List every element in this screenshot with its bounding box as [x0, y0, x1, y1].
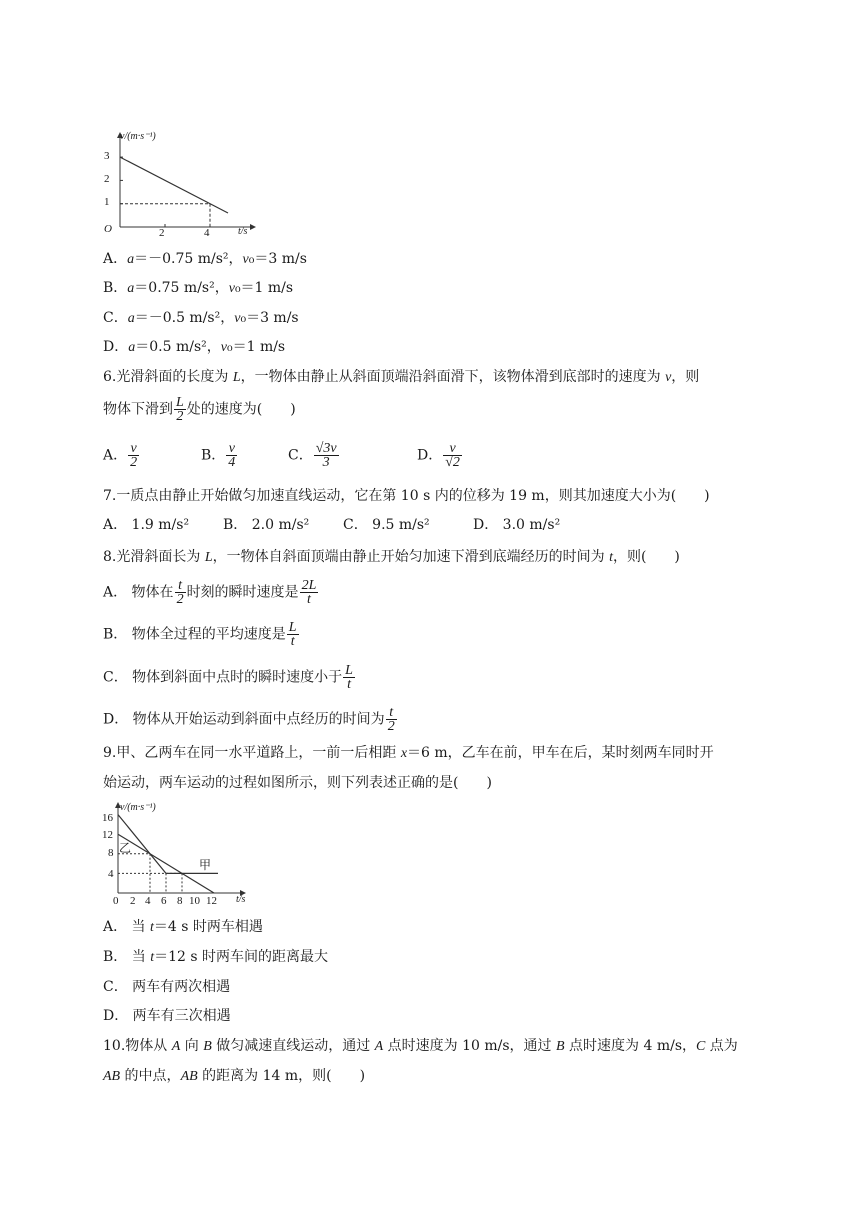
q6-option-d[interactable]: D． $\frac{v}{√2}$: [417, 441, 460, 470]
chart2-xtick-8: 8: [177, 895, 183, 907]
q6-stem-line1: 6.光滑斜面的长度为 L，一物体由静止从斜面顶端沿斜面滑下，该物体滑到底部时的速度为 v，则: [103, 369, 700, 385]
q8-option-c[interactable]: C． 物体到斜面中点时的瞬时速度小于 $\frac{L}{t}$: [103, 663, 353, 692]
fraction-l-over-2: $\frac{L}{2}$: [176, 395, 184, 424]
q5-option-b[interactable]: B．a＝0.75 m/s²，v₀＝1 m/s: [103, 280, 294, 296]
q10-stem-line2: AB 的中点，AB 的距离为 14 m，则( ): [103, 1068, 366, 1084]
q7-option-d[interactable]: D． 3.0 m/s²: [473, 517, 561, 533]
chart1-origin: O: [104, 223, 112, 235]
chart2-ylabel: v/(m·s⁻¹): [120, 802, 156, 813]
chart2-xtick-0: 0: [113, 895, 119, 907]
chart1-xlabel: t/s: [238, 226, 248, 237]
q8-option-b[interactable]: B． 物体全过程的平均速度是 $\frac{L}{t}$: [103, 620, 297, 649]
q6-option-b[interactable]: B． $\frac{v}{4}$: [201, 441, 236, 470]
chart2-xtick-12: 12: [206, 895, 217, 907]
q9-option-c[interactable]: C． 两车有两次相遇: [103, 979, 231, 995]
q6-option-a[interactable]: A． $\frac{v}{2}$: [103, 441, 138, 470]
chart2-xtick-2: 2: [130, 895, 136, 907]
q9-option-b[interactable]: B． 当 t＝12 s 时两车间的距离最大: [103, 949, 328, 965]
q9-option-a[interactable]: A． 当 t＝4 s 时两车相遇: [103, 919, 263, 935]
chart1-ylabel: v/(m·s⁻¹): [120, 131, 156, 142]
chart2-ytick-12: 12: [102, 829, 113, 841]
chart1-xtick-2: 2: [159, 227, 165, 238]
q7-option-a[interactable]: A． 1.9 m/s²: [103, 517, 190, 533]
chart1-series-line: [120, 157, 228, 213]
chart2-xtick-4: 4: [145, 895, 151, 907]
chart1-ytick-3: 3: [104, 150, 110, 162]
chart2-ytick-16: 16: [102, 812, 113, 824]
q7-option-b[interactable]: B． 2.0 m/s²: [223, 517, 310, 533]
q9-option-d[interactable]: D． 两车有三次相遇: [103, 1008, 231, 1024]
chart1-xtick-4: 4: [204, 227, 210, 238]
chart-1: [100, 128, 260, 238]
q6-stem-line2: 物体下滑到 $\frac{L}{2}$ 处的速度为( ): [103, 395, 296, 424]
chart2-xtick-6: 6: [161, 895, 167, 907]
q9-stem-line2: 始运动，两车运动的过程如图所示，则下列表述正确的是( ): [103, 775, 492, 791]
chart1-ytick-1: 1: [104, 196, 110, 208]
chart2-label-jia: 甲: [199, 858, 212, 872]
q5-option-d[interactable]: D．a＝0.5 m/s²，v₀＝1 m/s: [103, 339, 286, 355]
q7-stem: 7.一质点由静止开始做匀加速直线运动，它在第 10 s 内的位移为 19 m，则其加速度大小为( ): [103, 488, 710, 504]
chart2-ytick-4: 4: [108, 868, 114, 880]
q8-stem: 8.光滑斜面长为 L，一物体自斜面顶端由静止开始匀加速下滑到底端经历的时间为 t，则( ): [103, 549, 680, 565]
q10-stem-line1: 10.物体从 A 向 B 做匀减速直线运动，通过 A 点时速度为 10 m/s，通过 B 点时速度为 4 m/s，C 点为: [103, 1038, 738, 1054]
q8-option-a[interactable]: A． 物体在 $\frac{t}{2}$ 时刻的瞬时速度是 $\frac{2L}{t}$: [103, 578, 317, 607]
chart1-ytick-2: 2: [104, 173, 110, 185]
chart2-xlabel: t/s: [236, 894, 246, 905]
q9-stem-line1: 9.甲、乙两车在同一水平道路上，一前一后相距 x＝6 m，乙车在前，甲车在后，某时刻两车同时开: [103, 745, 714, 761]
q5-option-a[interactable]: A．a＝－0.75 m/s²，v₀＝3 m/s: [103, 251, 307, 267]
chart-2: [100, 800, 260, 908]
q8-option-d[interactable]: D． 物体从开始运动到斜面中点经历的时间为 $\frac{t}{2}$: [103, 705, 395, 734]
chart2-xtick-10: 10: [189, 895, 200, 907]
chart1-x-arrow: [250, 224, 256, 230]
chart2-ytick-8: 8: [108, 847, 114, 859]
q5-option-c[interactable]: C．a＝－0.5 m/s²，v₀＝3 m/s: [103, 310, 299, 326]
chart2-label-yi: 乙: [119, 841, 132, 855]
q7-option-c[interactable]: C． 9.5 m/s²: [343, 517, 430, 533]
q6-option-c[interactable]: C． $\frac{√3v}{3}$: [288, 441, 337, 470]
